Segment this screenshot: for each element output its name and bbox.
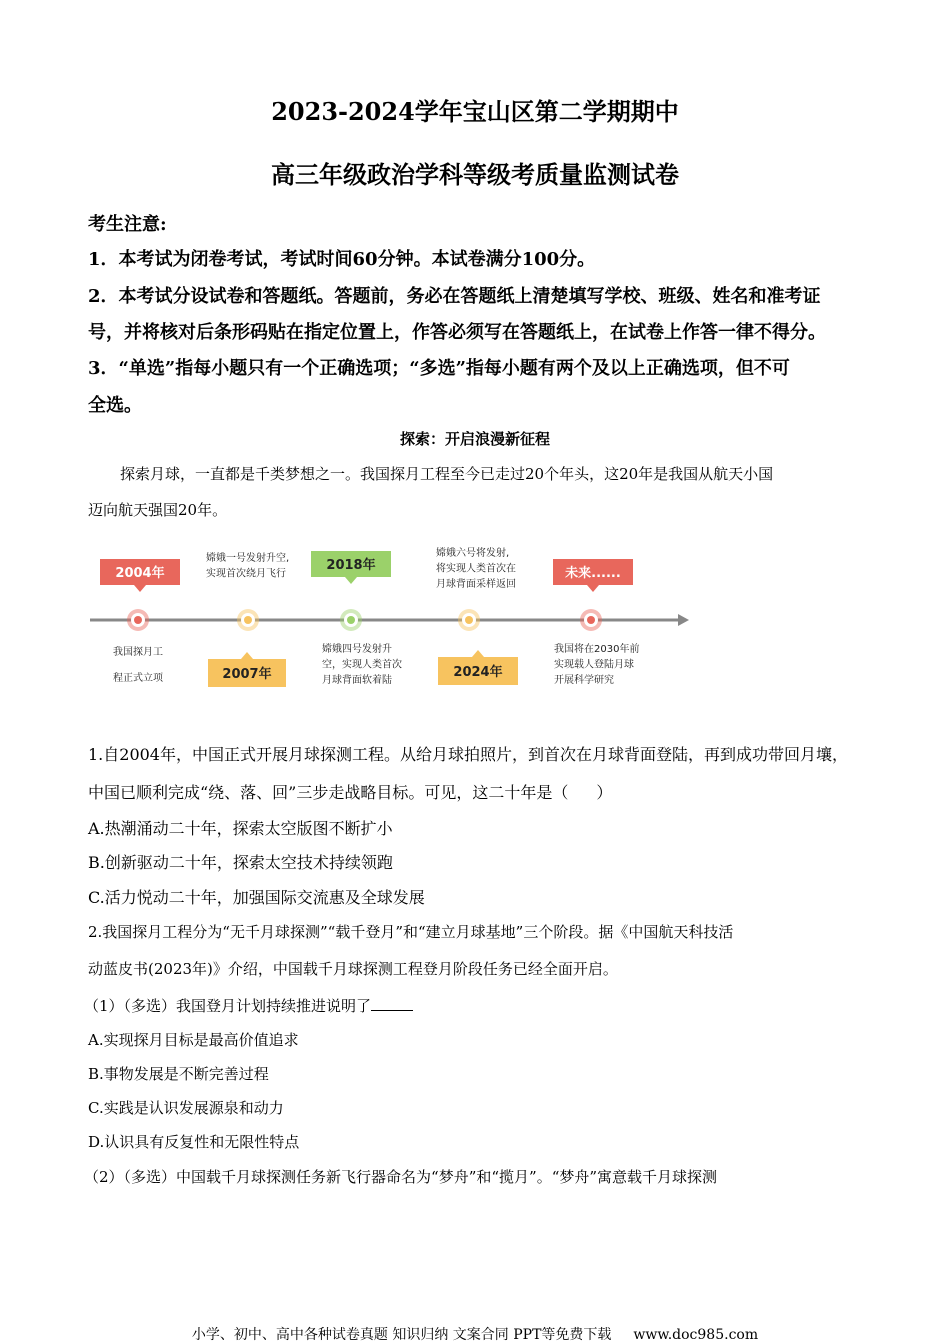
title-line-2: 高三年级政治学科等级考质量监测试卷: [271, 160, 679, 189]
timeline-dot: [465, 616, 473, 624]
timeline-tag-pointer: [345, 577, 357, 584]
timeline-desc-line: 嫦娥四号发射升: [322, 644, 392, 655]
timeline-desc-line: 我国将在2030年前: [554, 644, 640, 655]
timeline-year-label: 2018年: [326, 558, 376, 573]
timeline-dot: [347, 616, 355, 624]
q2-stem-a: 2.我国探月工程分为“无千月球探测”“载千登月”和“建立月球基地”三个阶段。据《中国航天科技活: [88, 923, 734, 941]
timeline-dot: [244, 616, 252, 624]
timeline-desc-line: 月球背面采样返回: [436, 579, 516, 590]
timeline-desc-line: 月球背面软着陆: [322, 675, 392, 686]
q2-sub1-blank: [371, 996, 413, 1011]
timeline-desc-line: 嫦娥一号发射升空,: [206, 553, 290, 564]
q2-option-a: A.实现探月目标是最高价值追求: [88, 1031, 299, 1049]
q2-sub2: （2）（多选）中国载千月球探测任务新飞行器命名为“梦舟”和“揽月”。“梦舟”寓意载千月球探测: [84, 1168, 718, 1186]
q1-option-b: B.创新驱动二十年，探索太空技术持续领跑: [88, 853, 393, 872]
q1-option-c: C.活力悦动二十年，加强国际交流惠及全球发展: [88, 888, 425, 907]
q2-option-c: C.实践是认识发展源泉和动力: [88, 1099, 284, 1117]
notice-item-1: 1．本考试为闭卷考试，考试时间60分钟。本试卷满分100分。: [88, 249, 596, 270]
timeline-tag-pointer: [134, 585, 146, 592]
footer-text: 小学、初中、高中各种试卷真题 知识归纳 文案合同 PPT等免费下载: [191, 1327, 612, 1343]
timeline-tag-pointer: [472, 650, 484, 657]
timeline-event: [436, 546, 518, 685]
timeline-year-label: 2007年: [222, 667, 272, 682]
q1-stem-b-text: 中国已顺利完成“绕、落、回”三步走战略目标。可见，这二十年是（: [88, 783, 569, 802]
timeline-desc-line: 嫦娥六号将发射,: [436, 548, 510, 559]
q2-stem-b: 动蓝皮书(2023年)》介绍，中国载千月球探测工程登月阶段任务已经全面开启。: [88, 960, 618, 978]
q2-option-b: B.事物发展是不断完善过程: [88, 1065, 269, 1083]
q1-stem-b: [88, 780, 612, 803]
section-intro-b: 迈向航天强国20年。: [88, 501, 228, 519]
timeline-year-label: 2004年: [115, 566, 165, 581]
timeline-event: [553, 559, 639, 686]
notice-item-3a: 3．“单选”指每小题只有一个正确选项；“多选”指每小题有两个及以上正确选项，但不可: [88, 358, 790, 379]
timeline-year-label: 2024年: [453, 665, 503, 680]
timeline-tag-pointer: [241, 652, 253, 659]
q2-sub1-text: （1）（多选）我国登月计划持续推进说明了: [84, 997, 372, 1015]
notice-item-2b: 号，并将核对后条形码贴在指定位置上，作答必须写在答题纸上，在试卷上作答一律不得分。: [88, 322, 826, 343]
notice-item-2a: 2．本考试分设试卷和答题纸。答题前，务必在答题纸上清楚填写学校、班级、姓名和准考证: [88, 286, 821, 307]
timeline-desc-line: 程正式立项: [113, 673, 163, 684]
timeline-desc-line: 空，实现人类首次: [322, 659, 402, 671]
timeline-desc-line: 我国探月工: [113, 647, 163, 658]
q2-option-d: D.认识具有反复性和无限性特点: [88, 1133, 300, 1151]
timeline-desc-line: 实现首次绕月飞行: [206, 568, 286, 580]
q2-sub1: [84, 995, 413, 1016]
timeline-dot: [134, 616, 142, 624]
timeline-dot: [587, 616, 595, 624]
timeline-year-label: 未来......: [565, 566, 621, 581]
timeline-arrow-icon: [678, 614, 689, 626]
timeline-desc-line: 实现载人登陆月球: [554, 659, 634, 671]
q1-option-a: A.热潮涌动二十年，探索太空版图不断扩小: [88, 819, 393, 838]
section-intro-a: 探索月球，一直都是千类梦想之一。我国探月工程至今已走过20个年头，这20年是我国从航天小国: [120, 465, 774, 483]
footer: [0, 1324, 950, 1344]
timeline-desc-line: 开展科学研究: [554, 675, 614, 686]
timeline-desc-line: 将实现人类首次在: [436, 563, 516, 575]
notice-item-3b: 全选。: [88, 395, 142, 416]
q1-stem-b-close: ）: [596, 783, 613, 802]
section-title: 探索：开启浪漫新征程: [399, 430, 550, 448]
timeline-tag-pointer: [587, 585, 599, 592]
notice-heading: 考生注意:: [88, 214, 167, 235]
timeline-graphic: [0, 535, 950, 705]
title-line-1: 2023-2024学年宝山区第二学期期中: [271, 97, 679, 126]
footer-url[interactable]: www.doc985.com: [633, 1327, 759, 1343]
q1-stem-a: 1.自2004年，中国正式开展月球探测工程。从给月球拍照片，到首次在月球背面登陆，再到成功带回月壤，: [88, 745, 848, 764]
